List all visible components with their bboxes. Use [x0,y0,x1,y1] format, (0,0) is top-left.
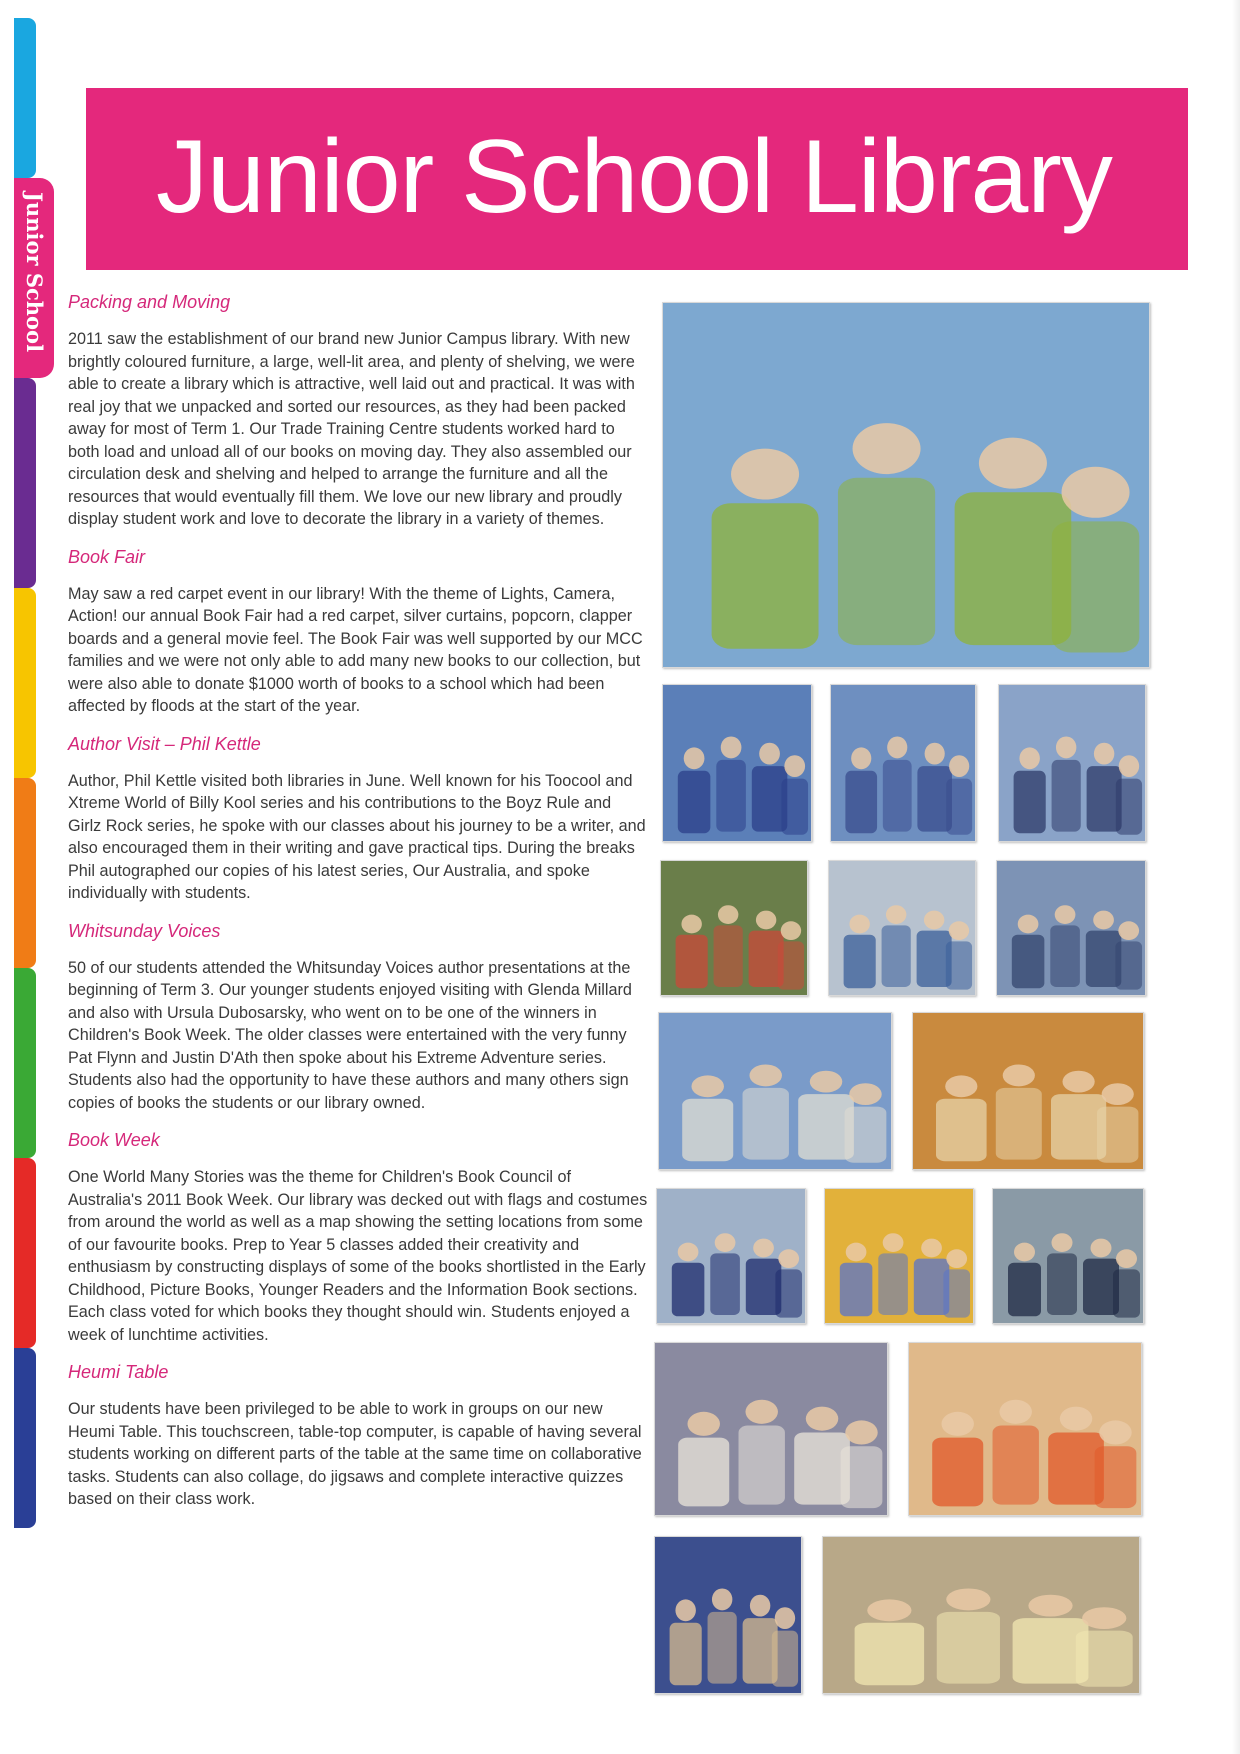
section-body: 50 of our students attended the Whitsunday Voices author presentations at the beginning of Term 3. Our younger students enjoyed visiting with Glenda Millard and also with Ursula Dubosarsky, who went on to be one of the winners in Children's Book Week. The older classes were entertained with the very funny Pat Flynn and Justin D'Ath then spoke about his Extreme Adventure series. Students also had the opportunity to have these authors and many others sign copies of books the students or our library owned. [68,958,632,1112]
section-body: 2011 saw the establishment of our brand new Junior Campus library. With new brightly coloured furniture, a large, well-lit area, and plenty of shelving, we were able to create a library which is attractive, well laid out and practical. It was with real joy that we unpacked and sorted our resources, as they had been packed away for most of Term 1. Our Trade Training Centre students worked hard to both load and unload all of our books on moving day. They also assembled our circulation desk and shelving and helped to arrange the furniture and all the resources that would eventually fill them. We love our new library and proudly display student work and love to decorate the library in a variety of themes. [68,330,635,528]
tab-color-7 [14,1158,36,1348]
article-column [58,290,652,1525]
section-packing-and-moving [58,290,652,531]
tab-color-5 [14,778,36,968]
page-edge-shadow [1232,0,1240,1754]
photo-students-at-touch-table-1 [662,684,812,842]
photo-book-week-wall-display [908,1342,1142,1516]
title-banner [86,88,1188,270]
active-section-tab-label: Junior School [22,192,47,353]
photo-decorated-library-interior [822,1536,1140,1694]
section-heumi-table [58,1360,652,1511]
section-body: One World Many Stories was the theme for Children's Book Council of Australia's 2011 Book Week. Our library was decked out with flags and costumes from around the world as well as a map showing the setting locations from some of our favourite books. Prep to Year 5 classes added their creativity and enthusiasm by constructing displays of some of the books shortlisted in the Early Childhood, Picture Books, Younger Readers and the Information Book sections. Each class voted for which books they thought should win. Students enjoyed a week of lunchtime activities. [68,1168,648,1344]
section-body: Author, Phil Kettle visited both libraries in June. Well known for his Toocool and Xtreme World of Billy Kool series and his contributions to the Boyz Rule and Girlz Rock series, he spoke with our classes about his journey to be a writer, and also encouraged them in their writing and gave practical tips. During the breaks Phil autographed our copies of his latest series, Our Australia, and spoke individually with students. [68,771,646,902]
active-section-tab [14,178,54,378]
section-heading: Packing and Moving [68,292,231,312]
section-author-visit [58,732,652,905]
section-body: May saw a red carpet event in our library! With the theme of Lights, Camera, Action! our annual Book Fair had a red carpet, silver curtains, popcorn, clapper boards and a general movie feel. The Book Fair was well supported by our MCC families and we were not only able to add many new books to our collection, but were also able to donate $1000 worth of books to a school which had been affected by floods at the start of the year. [68,584,643,715]
photo-yellow-flower-artwork [824,1188,974,1324]
photo-student-with-book [654,1536,802,1694]
section-heading: Book Week [68,1130,160,1150]
photo-class-listening-to-author [658,1012,892,1170]
tab-color-3 [14,378,36,588]
page-title: Junior School Library [156,119,1112,235]
section-body: Our students have been privileged to be able to work in groups on our new Heumi Table. This touchscreen, table-top computer, is capable of having several students working on different parts of the table at the same time on collaborative tasks. Students can also collage, do jigsaws and complete interactive quizzes based on their class work. [68,1400,642,1508]
photo-students-at-round-table [654,1342,888,1516]
section-book-week [58,1128,652,1346]
photo-girls-reading-on-couch [662,302,1150,668]
photo-students-at-touch-table-2 [830,684,976,842]
section-book-fair [58,545,652,718]
section-heading: Whitsunday Voices [68,920,221,941]
tab-color-8 [14,1348,36,1528]
photo-student-drawing [656,1188,806,1324]
photo-library-shelves-display [660,860,808,996]
section-heading: Author Visit – Phil Kettle [68,733,261,754]
section-whitsunday-voices [58,919,652,1115]
tab-color-4 [14,588,36,778]
photo-staff-at-library-desk [992,1188,1144,1324]
photo-students-at-touch-table-3 [998,684,1146,842]
photo-students-with-author [996,860,1146,996]
tab-color-1 [14,18,36,178]
photo-teddy-bear-display [912,1012,1144,1170]
tab-color-6 [14,968,36,1158]
photo-two-students-portrait [828,860,976,996]
section-heading: Book Fair [68,546,146,567]
section-heading: Heumi Table [68,1362,169,1382]
